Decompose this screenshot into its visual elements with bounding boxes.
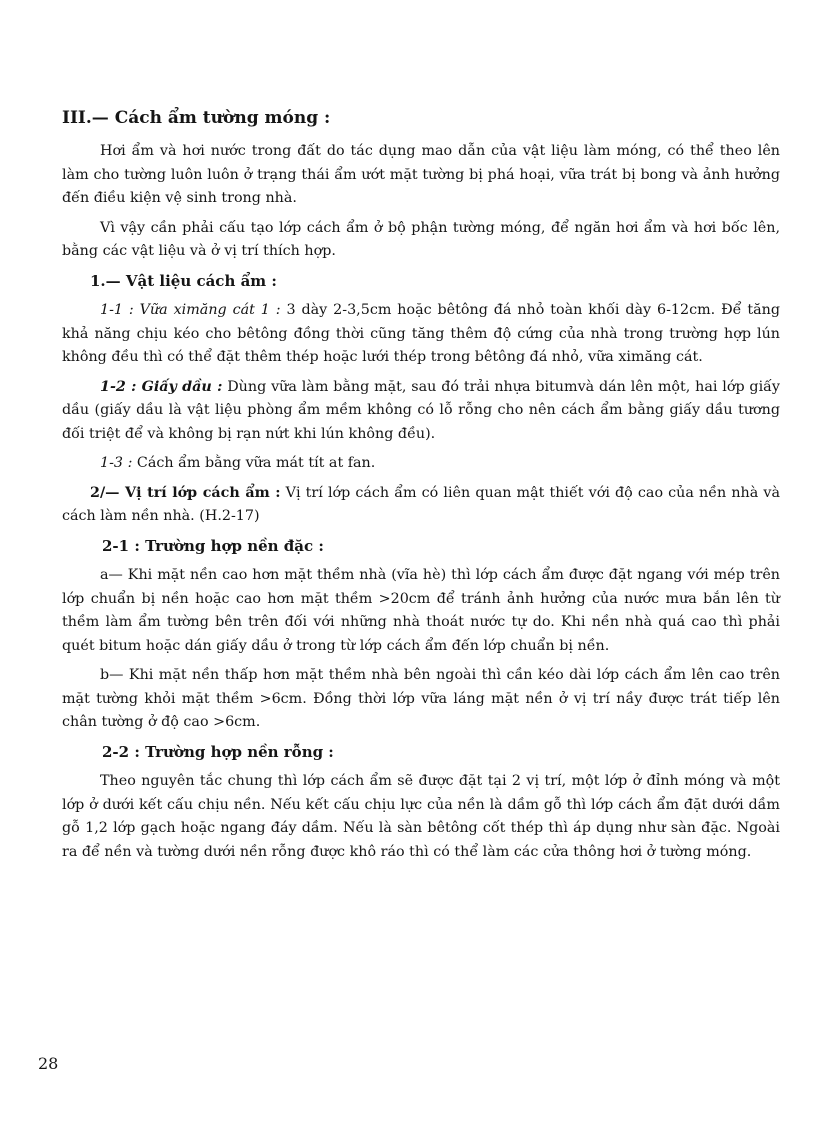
paragraph-purpose: Vì vậy cần phải cấu tạo lớp cách ẩm ở bộ phận tường móng, để ngăn hơi ẩm và hơi bốc lên, bằng các vật liệu và ở vị trí thích hợp. (62, 219, 780, 259)
material-2-lead: 1-2 : Giấy dầu : (100, 378, 223, 395)
material-3-text: Cách ẩm bằng vữa mát tít at fan. (132, 455, 376, 471)
paragraph-material-1 (62, 299, 780, 370)
paragraph-solid-b: b— Khi mặt nền thấp hơn mặt thềm nhà bên ngoài thì cần kéo dài lớp cách ẩm lên cao trên mặt tường khỏi mặt thềm >6cm. Đồng thời lớp vữa láng mặt nền ở vị trí nầy được trát tiếp lên chân tường ở độ cao >6cm. (62, 667, 780, 730)
material-2-text: Dùng vữa làm bằng mặt, sau đó trải nhựa bitumvà dán lên một, hai lớp giấy dầu (giấy dầu là vật liệu phòng ẩm mềm không có lỗ rỗng cho nên cách ẩm bằng giấy dầu tương đối triệt để và không bị rạn nứt khi lún không đều). (62, 378, 780, 442)
heading-solid-floor: 2-1 : Trường hợp nền đặc : (102, 536, 324, 555)
position-lead: 2/— Vị trí lớp cách ẩm : (90, 484, 281, 501)
paragraph-hollow: Theo nguyên tắc chung thì lớp cách ẩm sẽ được đặt tại 2 vị trí, một lớp ở đỉnh móng và một lớp ở dưới kết cấu chịu nền. Nếu kết cấu chịu lực của nền là dầm gỗ thì lớp cách ẩm đặt dưới dầm gỗ 1,2 lớp gạch hoặc ngang đáy dầm. Nếu là sàn bêtông cốt thép thì áp dụng như sàn đặc. Ngoài ra để nền và tường dưới nền rỗng được khô ráo thì có thể làm các cửa thông hơi ở tường móng. (62, 773, 780, 860)
paragraph-solid-a: a— Khi mặt nền cao hơn mặt thềm nhà (vĩa hè) thì lớp cách ẩm được đặt ngang với mép trên lớp chuẩn bị nền hoặc cao hơn mặt thềm >20cm để tránh ảnh hưởng của nước mưa bắn lên từ thềm làm ẩm tường bên trên đối với những nhà thoát nước tự do. Khi nền nhà quá cao thì phải quét bitum hoặc dán giấy dầu ở trong từ lớp cách ẩm đến lớp chuẩn bị nền. (62, 567, 780, 654)
paragraph-material-2 (62, 376, 780, 447)
material-1-text: 3 dày 2-3,5cm hoặc bêtông đá nhỏ toàn khối dày 6-12cm. Để tăng khả năng chịu kéo cho bêtông đồng thời cũng tăng thêm độ cứng của nhà trong trường hợp lún không đều thì có thể đặt thêm thép hoặc lưới thép trong bêtông đá nhỏ, vữa ximăng cát. (62, 302, 781, 365)
section-title: III.— Cách ẩm tường móng : (62, 108, 331, 128)
material-3-lead: 1-3 : (100, 455, 133, 471)
paragraph-position (62, 482, 780, 529)
page-content (62, 106, 780, 870)
page-number: 28 (38, 1054, 59, 1073)
heading-hollow-floor: 2-2 : Trường hợp nền rỗng : (102, 742, 334, 761)
paragraph-intro: Hơi ẩm và hơi nước trong đất do tác dụng mao dẫn của vật liệu làm móng, có thể theo lên làm cho tường luôn luôn ở trạng thái ẩm ướt mặt tường bị phá hoại, vữa trát bị bong và ảnh hưởng đến điều kiện vệ sinh trong nhà. (62, 143, 780, 206)
position-text: Vị trí lớp cách ẩm có liên quan mật thiết với độ cao của nền nhà và cách làm nền nhà. (H.2-17) (62, 484, 780, 524)
paragraph-material-3 (62, 452, 780, 476)
material-1-lead: 1-1 : Vữa ximăng cát 1 : (100, 302, 281, 318)
heading-materials: 1.— Vật liệu cách ẩm : (90, 271, 277, 290)
